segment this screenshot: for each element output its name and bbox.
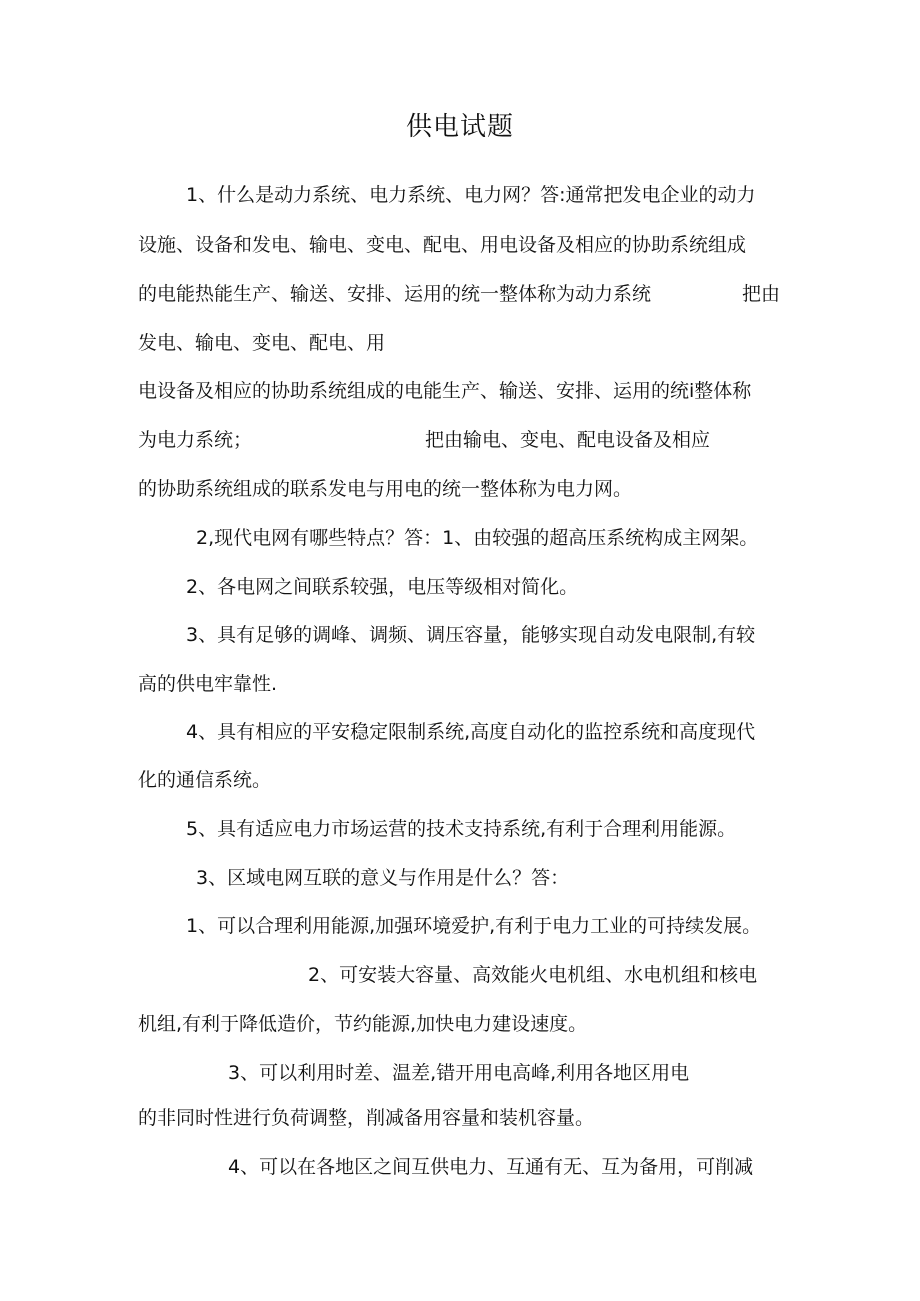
text-line: 机组,有利于降低造价，节约能源,加快电力建设速度。 xyxy=(138,1013,588,1035)
text-line: 4、具有相应的平安稳定限制系统,高度自动化的监控系统和高度现代 xyxy=(186,721,756,743)
text-line: 为电力系统； xyxy=(138,429,253,451)
text-line: 把由 xyxy=(742,283,781,305)
text-line: 3、可以利用时差、温差,错开用电高峰,利用各地区用电 xyxy=(228,1062,690,1084)
text-line: 的协助系统组成的联系发电与用电的统一整体称为电力网。 xyxy=(138,478,633,500)
text-line: 3、具有足够的调峰、调频、调压容量，能够实现自动发电限制,有较 xyxy=(186,624,756,646)
text-line: 电设备及相应的协助系统组成的电能生产、输送、安排、运用的统i整体称 xyxy=(138,380,752,402)
page-title: 供电试题 xyxy=(405,112,514,142)
text-line: 高的供电牢靠性. xyxy=(138,673,278,695)
text-line: 化的通信系统。 xyxy=(138,769,272,791)
text-line: 2、可安装大容量、高效能火电机组、水电机组和核电 xyxy=(308,964,758,986)
text-line: 把由输电、变电、配电设备及相应 xyxy=(425,429,711,451)
text-line: 1、可以合理利用能源,加强环境爱护,有利于电力工业的可持续发展。 xyxy=(186,915,762,937)
text-line: 发电、输电、变电、配电、用 xyxy=(138,332,386,354)
text-line: 的非同时性进行负荷调整，削减备用容量和装机容量。 xyxy=(138,1107,595,1129)
text-line: 设施、设备和发电、输电、变电、配电、用电设备及相应的协助系统组成 xyxy=(138,234,747,256)
text-line: 2,现代电网有哪些特点？答：1、由较强的超高压系统构成主网架。 xyxy=(196,527,759,549)
text-line: 4、可以在各地区之间互供电力、互通有无、互为备用，可削减 xyxy=(228,1156,754,1178)
text-line: 的电能热能生产、输送、安排、运用的统一整体称为动力系统 xyxy=(138,283,652,305)
text-line: 5、具有适应电力市场运营的技术支持系统,有利于合理利用能源。 xyxy=(186,818,737,840)
text-line: 1、什么是动力系统、电力系统、电力网？答:通常把发电企业的动力 xyxy=(186,184,756,206)
text-line: 3、区域电网互联的意义与作用是什么？答： xyxy=(196,867,570,889)
text-line: 2、各电网之间联系较强，电压等级相对简化。 xyxy=(186,576,579,598)
